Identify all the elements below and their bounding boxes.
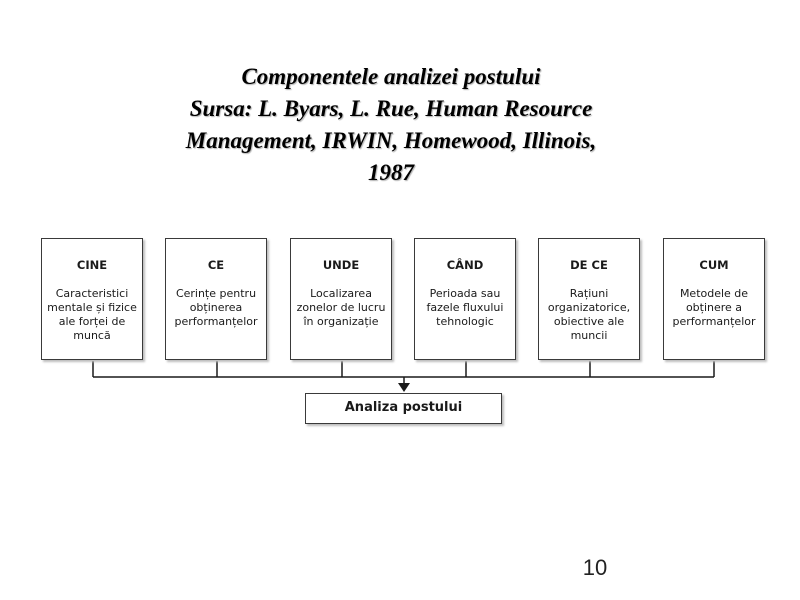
component-description: Localizarea zonelor de lucru în organizație xyxy=(296,287,386,328)
component-description: Rațiuni organizatorice, obiective ale muncii xyxy=(547,287,631,342)
component-description: Perioada sau fazele fluxului tehnologic xyxy=(426,287,504,328)
component-heading: CÂND xyxy=(446,258,484,272)
component-box-ce xyxy=(165,238,267,360)
component-box-unde xyxy=(290,238,392,360)
component-box-cand xyxy=(414,238,516,360)
component-heading: CUM xyxy=(699,258,729,272)
title-line-4: 1987 xyxy=(368,160,414,185)
component-heading: UNDE xyxy=(322,258,360,272)
component-description: Cerințe pentru obținerea performanțelor xyxy=(174,287,258,328)
title-line-2: Sursa: L. Byars, L. Rue, Human Resource xyxy=(189,96,593,121)
component-heading: DE CE xyxy=(570,258,608,272)
component-description: Metodele de obținere a performanțelor xyxy=(672,287,756,328)
title-line-1: Componentele analizei postului xyxy=(241,64,541,89)
title-line-3: Management, IRWIN, Homewood, Illinois, xyxy=(185,128,597,153)
component-heading: CINE xyxy=(76,258,108,272)
component-box-de-ce xyxy=(538,238,640,360)
component-box-cine xyxy=(41,238,143,360)
page-number: 10 xyxy=(582,555,608,580)
component-box-cum xyxy=(663,238,765,360)
component-heading: CE xyxy=(207,258,225,272)
component-description: Caracteristici mentale și fizice ale forței de muncă xyxy=(47,287,137,342)
result-box-analiza-postului: Analiza postului xyxy=(305,393,502,424)
arrow-down-icon xyxy=(398,383,410,392)
